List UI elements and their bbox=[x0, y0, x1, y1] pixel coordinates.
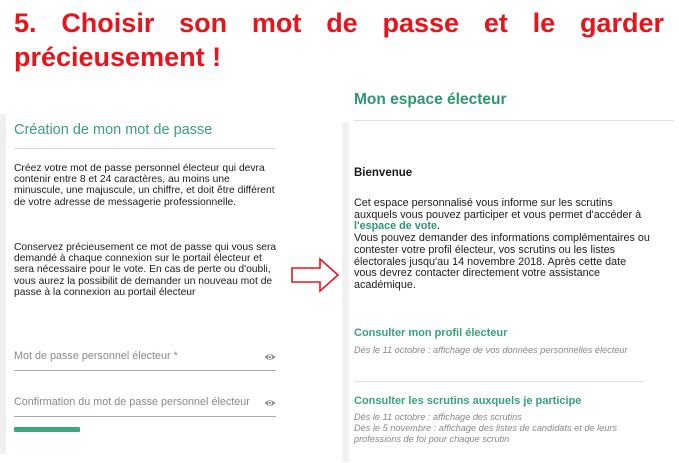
heading-word: passe bbox=[382, 8, 460, 38]
heading-line-1 bbox=[14, 6, 664, 40]
welcome-text-intro: Cet espace personnalisé vous informe sur les scrutins auxquels vous pouvez participer et vous permet d'accéder à bbox=[354, 197, 642, 221]
welcome-text-rest: Vous pouvez demander des informations complémentaires ou contester votre profil électeur, vos scrutins ou les listes électorales jusqu'au 14 novembre 2018. Après cette date vous devrez contacter directement votre assistance académique. bbox=[354, 232, 650, 291]
voter-space-title: Mon espace électeur bbox=[354, 91, 507, 108]
password-creation-panel bbox=[0, 104, 290, 463]
password-field[interactable] bbox=[14, 348, 276, 371]
confirm-password-field[interactable] bbox=[14, 394, 276, 417]
panel-edge bbox=[0, 114, 6, 454]
heading-word: Choisir bbox=[61, 8, 155, 38]
password-rules-text: Créez votre mot de passe personnel électeur qui devra contenir entre 8 et 24 caractères, au moins une minuscule, une majuscule, un chiffre, et doit être différent de votre adresse de messagerie professionnelle. bbox=[14, 163, 275, 208]
ballots-note-line-1: Dès le 11 octobre : affichage des scrutins bbox=[354, 412, 522, 422]
eye-icon[interactable] bbox=[264, 397, 276, 409]
voter-profile-note: Dès le 11 octobre : affichage de vos données personnelles électeur bbox=[354, 345, 628, 355]
heading-word: le bbox=[532, 8, 556, 38]
password-placeholder: Mot de passe personnel électeur * bbox=[14, 350, 178, 362]
heading-line-2: précieusement ! bbox=[14, 42, 222, 72]
divider bbox=[14, 148, 276, 149]
voter-space-panel bbox=[342, 82, 679, 463]
right-arrow-icon bbox=[290, 254, 340, 296]
eye-icon[interactable] bbox=[264, 351, 276, 363]
ballots-note-line-2: Dès le 5 novembre : affichage des listes de candidats et de leurs professions de foi pour chaque scrutin bbox=[354, 423, 618, 444]
vote-space-link[interactable]: l'espace de vote bbox=[354, 220, 437, 233]
heading-word: mot bbox=[251, 8, 302, 38]
heading-word: et bbox=[483, 8, 508, 38]
ballots-note bbox=[354, 412, 654, 445]
divider bbox=[354, 381, 644, 382]
password-keep-text: Conservez précieusement ce mot de passe qui vous sera demandé à chaque connexion sur le portail électeur et sera nécessaire pour le vote. En cas de perte ou d'oubli, vous aurez la possibilit de demander un nouveau mot de passe à la connexion au portail électeur bbox=[14, 242, 277, 298]
divider bbox=[354, 120, 674, 121]
heading-word: garder bbox=[579, 8, 664, 38]
heading-word: de bbox=[326, 8, 358, 38]
heading-word: son bbox=[179, 8, 228, 38]
panel-edge bbox=[342, 122, 349, 462]
submit-button[interactable] bbox=[14, 427, 80, 432]
welcome-heading: Bienvenue bbox=[354, 167, 413, 179]
punctuation: . bbox=[437, 220, 440, 233]
ballots-link[interactable]: Consulter les scrutins auxquels je participe bbox=[354, 395, 582, 407]
welcome-text bbox=[354, 198, 650, 292]
instruction-heading bbox=[14, 6, 664, 74]
heading-word: 5. bbox=[14, 8, 37, 38]
voter-profile-link[interactable]: Consulter mon profil électeur bbox=[354, 327, 508, 339]
password-creation-title: Création de mon mot de passe bbox=[14, 122, 213, 138]
confirm-password-placeholder: Confirmation du mot de passe personnel électeur bbox=[14, 396, 250, 408]
